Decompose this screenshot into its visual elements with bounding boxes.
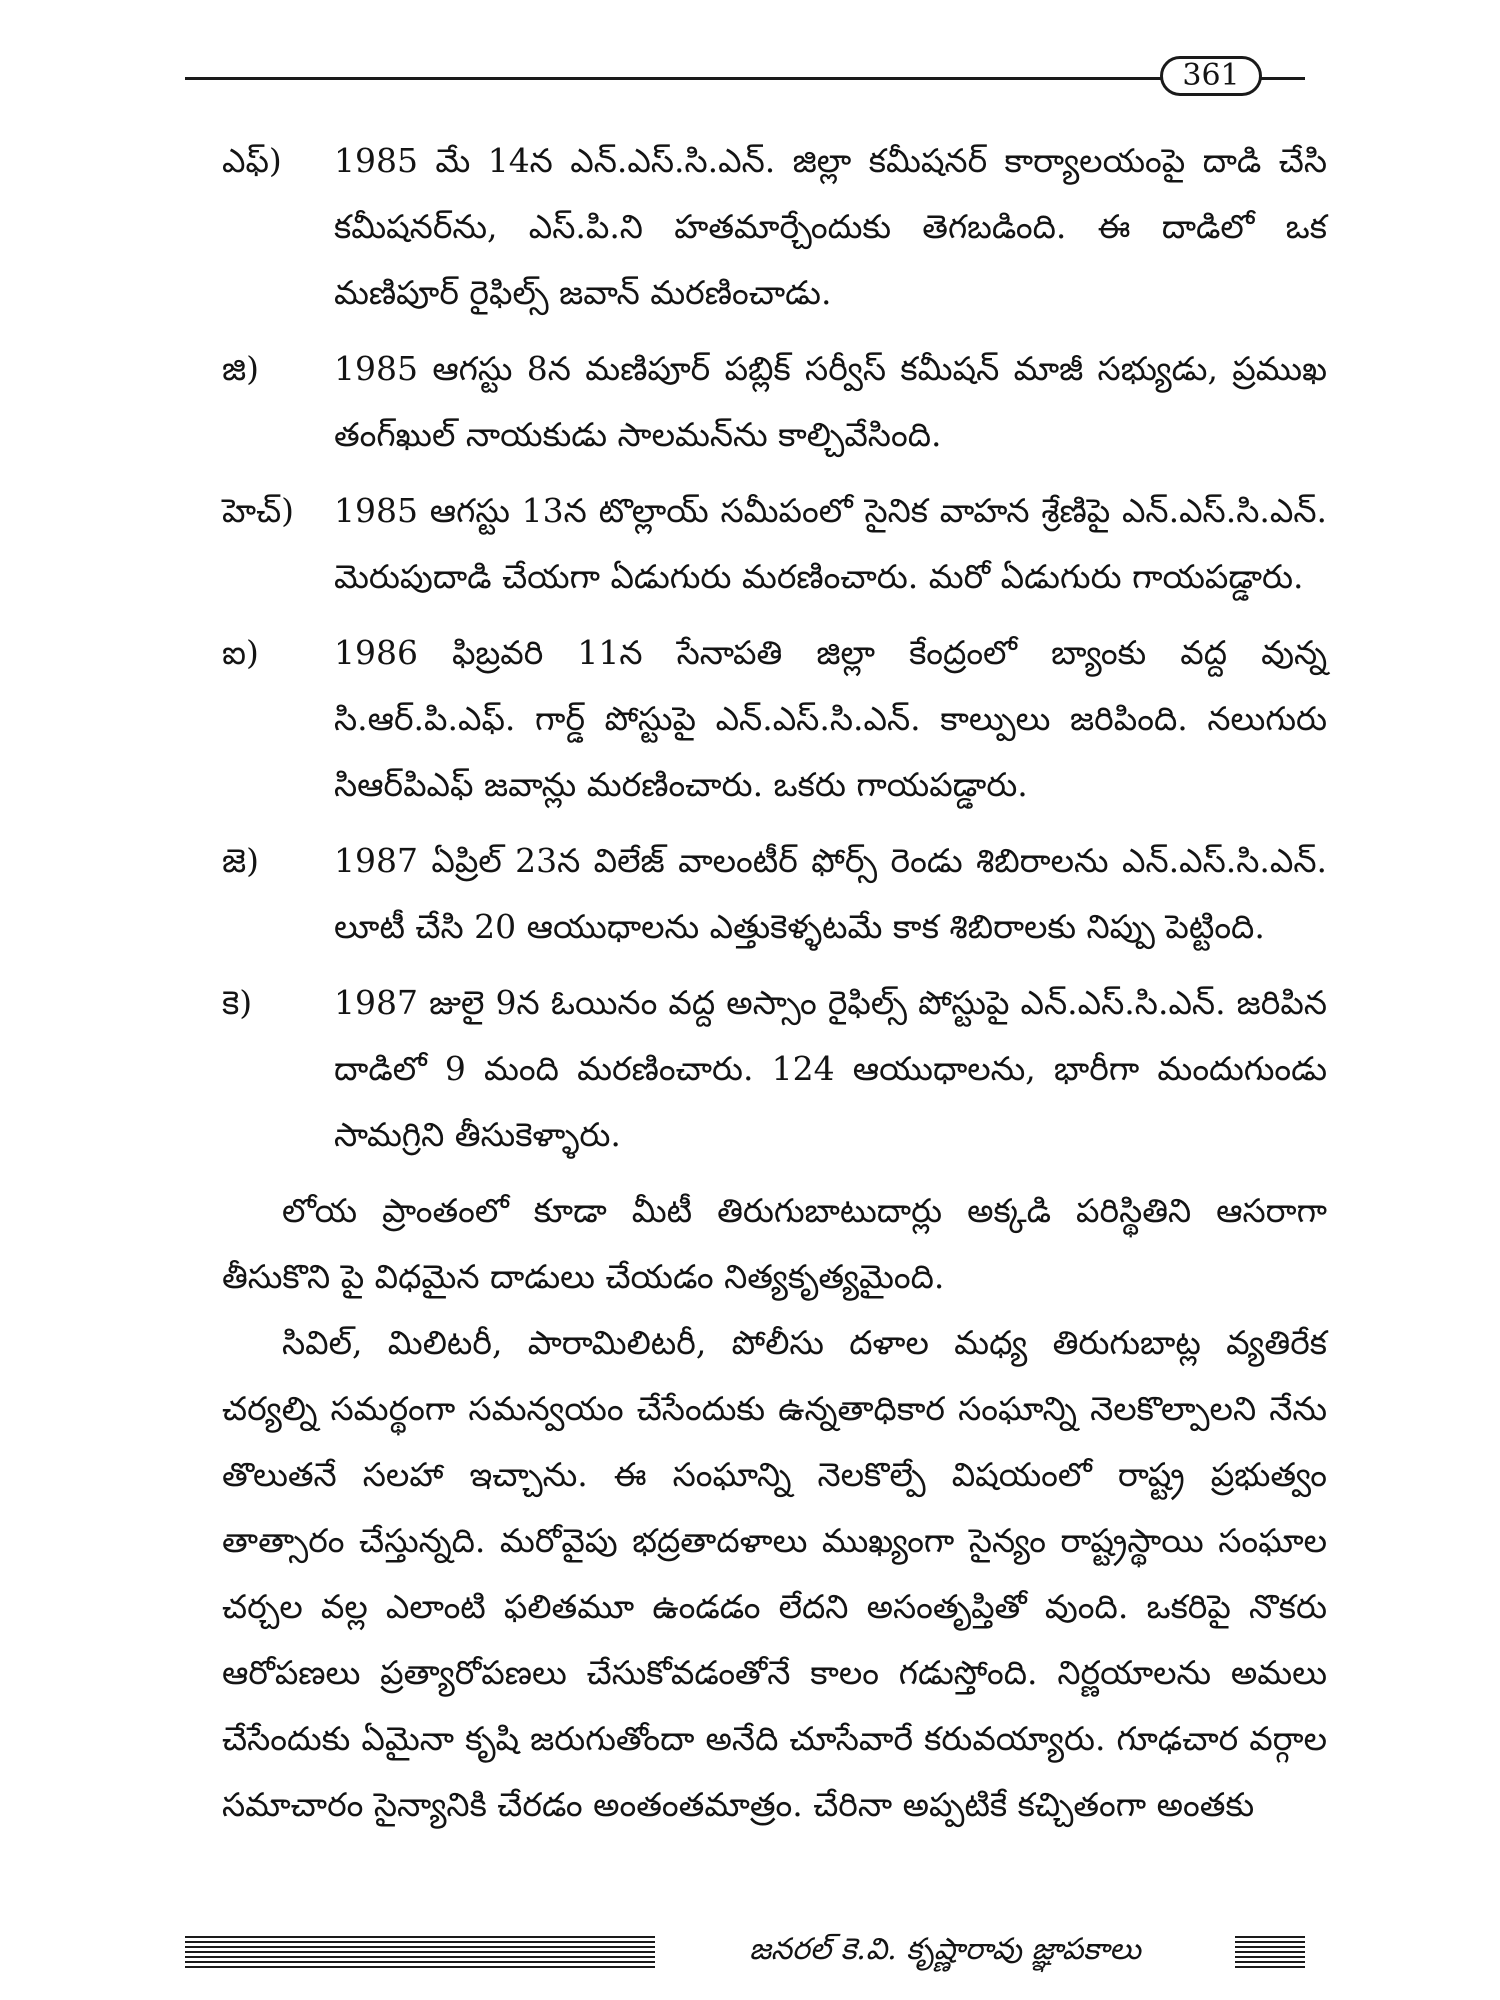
list-item	[222, 620, 1327, 818]
list-item	[222, 970, 1327, 1168]
list-item-label: జె)	[222, 841, 259, 880]
list-item-label: హెచ్)	[222, 491, 295, 530]
list-item-text: 1987 ఏప్రిల్ 23న విలేజ్ వాలంటీర్ ఫోర్స్ రెండు శిబిరాలను ఎన్.ఎస్.సి.ఎన్. లూటీ చేసి 20 ఆయుధాలను ఎత్తుకెళ్ళటమే కాక శిబిరాలకు నిప్పు పెట్టింది.	[334, 841, 1327, 946]
list-item-text: 1985 ఆగస్టు 8న మణిపూర్ పబ్లిక్ సర్వీస్ కమీషన్ మాజీ సభ్యుడు, ప్రముఖ తంగ్‌ఖుల్ నాయకుడు సాలమన్‌ను కాల్చివేసింది.	[334, 349, 1327, 454]
footer-book-title: జనరల్ కె.వి. కృష్ణారావు జ్ఞాపకాలు	[749, 1932, 1141, 1967]
list-item-text: 1987 జులై 9న ఓయినం వద్ద అస్సాం రైఫిల్స్ పోస్టుపై ఎన్.ఎస్.సి.ఎన్. జరిపిన దాడిలో 9 మంది మరణించారు. 124 ఆయుధాలను, భారీగా మందుగుండు సామగ్రిని తీసుకెళ్ళారు.	[334, 983, 1327, 1154]
list-item-text: 1986 ఫిబ్రవరి 11న సేనాపతి జిల్లా కేంద్రంలో బ్యాంకు వద్ద వున్న సి.ఆర్.పి.ఎఫ్. గార్డ్ పోస్టుపై ఎన్.ఎస్.సి.ఎన్. కాల్పులు జరిపింది. నలుగురు సిఆర్‌పిఎఫ్ జవాన్లు మరణించారు. ఒకరు గాయపడ్డారు.	[334, 633, 1327, 804]
header-rule	[185, 77, 1305, 80]
list-item	[222, 336, 1327, 468]
page-number: 361	[1160, 56, 1262, 96]
page-footer	[185, 1932, 1305, 1974]
list-item-label: కె)	[222, 983, 253, 1022]
body-paragraph: లోయ ప్రాంతంలో కూడా మీటీ తిరుగుబాటుదార్లు అక్కడి పరిస్థితిని ఆసరాగా తీసుకొని పై విధమైన దాడులు చేయడం నిత్యకృత్యమైంది.	[222, 1191, 1327, 1296]
footer-rule-left	[185, 1936, 655, 1970]
list-item-text: 1985 మే 14న ఎన్.ఎస్.సి.ఎన్. జిల్లా కమీషనర్ కార్యాలయంపై దాడి చేసి కమీషనర్‌ను, ఎస్.పి.ని హతమార్చేందుకు తెగబడింది. ఈ దాడిలో ఒక మణిపూర్ రైఫిల్స్ జవాన్ మరణించాడు.	[334, 141, 1327, 312]
list-item-label: ఐ)	[222, 633, 259, 672]
header-rule-dashes	[1265, 77, 1305, 80]
page-body	[222, 128, 1327, 1838]
body-paragraph: సివిల్, మిలిటరీ, పారామిలిటరీ, పోలీసు దళాల మధ్య తిరుగుబాట్ల వ్యతిరేక చర్యల్ని సమర్థంగా సమన్వయం చేసేందుకు ఉన్నతాధికార సంఘాన్ని నెలకొల్పాలని నేను తొలుతనే సలహా ఇచ్చాను. ఈ సంఘాన్ని నెలకొల్పే విషయంలో రాష్ట్ర ప్రభుత్వం తాత్సారం చేస్తున్నది. మరోవైపు భద్రతాదళాలు ముఖ్యంగా సైన్యం రాష్ట్రస్థాయి సంఘాల చర్చల వల్ల ఎలాంటి ఫలితమూ ఉండడం లేదని అసంతృప్తితో వుంది. ఒకరిపై నొకరు ఆరోపణలు ప్రత్యారోపణలు చేసుకోవడంతోనే కాలం గడుస్తోంది. నిర్ణయాలను అమలు చేసేందుకు ఏమైనా కృషి జరుగుతోందా అనేది చూసేవారే కరువయ్యారు. గూఢచార వర్గాల సమాచారం సైన్యానికి చేరడం అంతంతమాత్రం. చేరినా అప్పటికే కచ్చితంగా అంతకు	[222, 1323, 1327, 1824]
list-item-label: ఎఫ్)	[222, 141, 282, 180]
list-item	[222, 828, 1327, 960]
list-item-label: జి)	[222, 349, 259, 388]
list-item	[222, 478, 1327, 610]
list-item-text: 1985 ఆగస్టు 13న టొల్లాయ్ సమీపంలో సైనిక వాహన శ్రేణిపై ఎన్.ఎస్.సి.ఎన్. మెరుపుదాడి చేయగా ఏడుగురు మరణించారు. మరో ఏడుగురు గాయపడ్డారు.	[334, 491, 1327, 596]
footer-rule-right	[1235, 1936, 1305, 1970]
list-item	[222, 128, 1327, 326]
